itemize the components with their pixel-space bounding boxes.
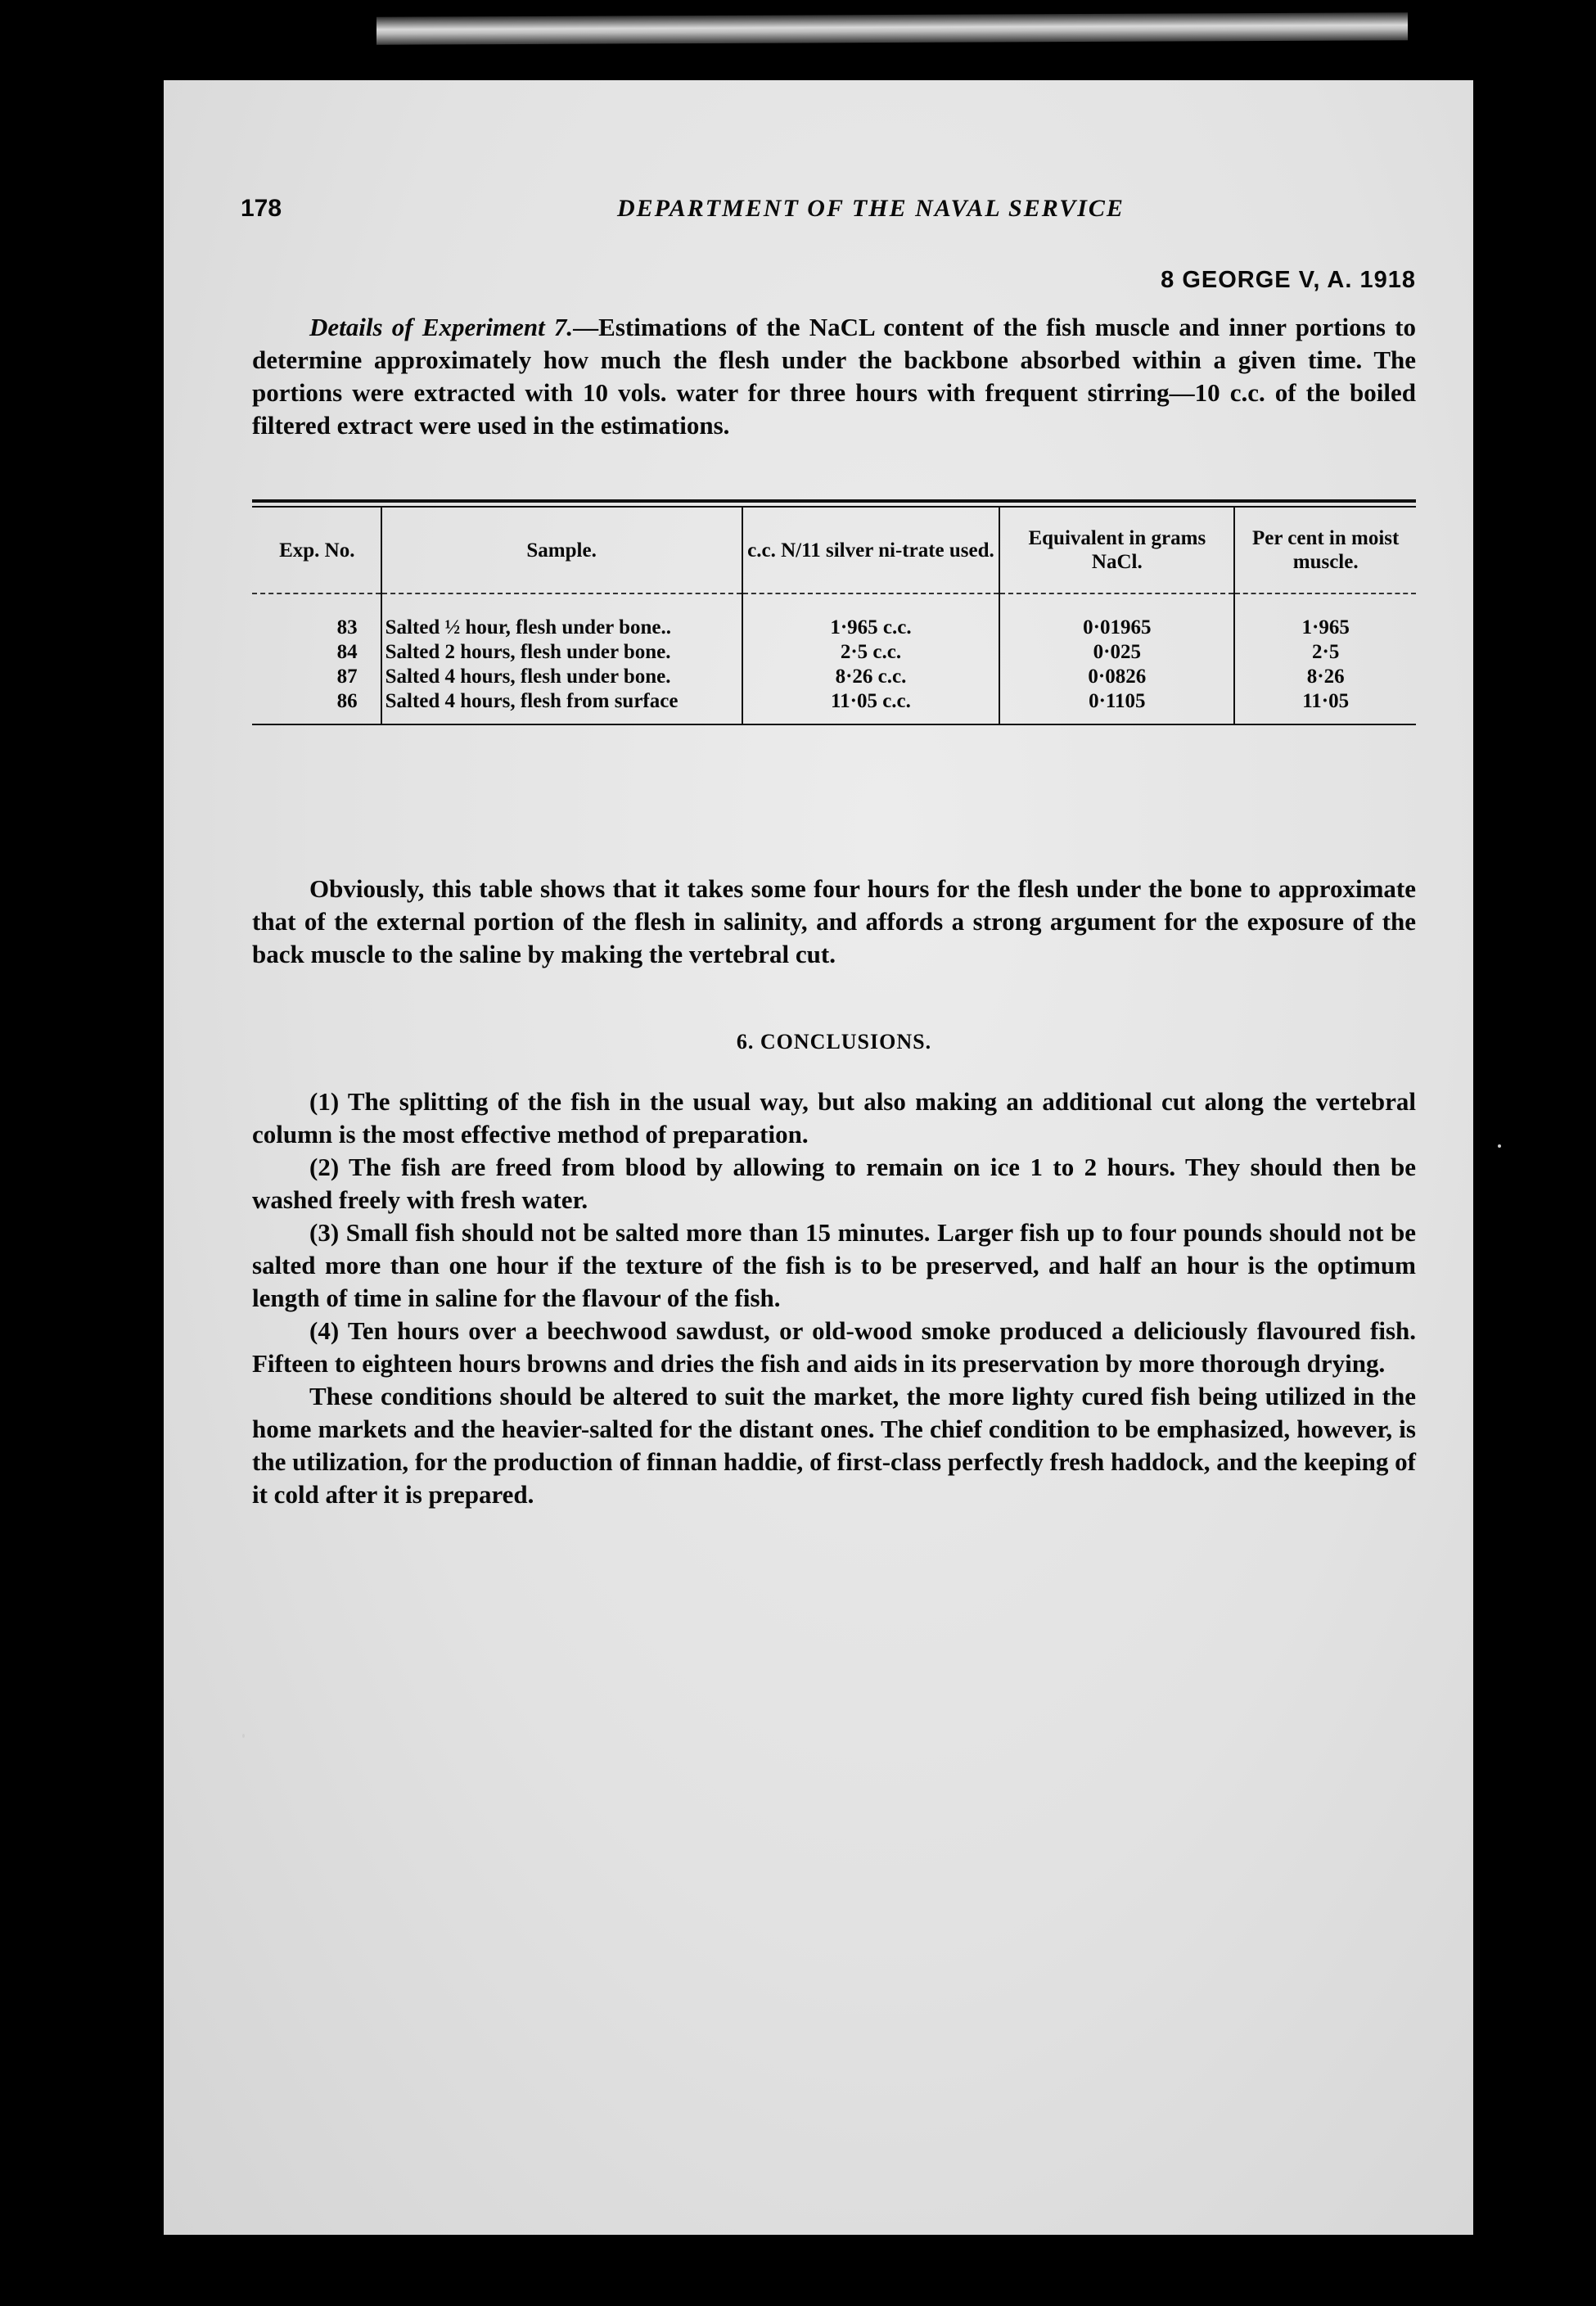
col-sample: Sample. [381,508,742,593]
cell-equivalent: 0·01965 [999,593,1234,640]
cell-percent: 8·26 [1234,665,1416,689]
cell-equivalent: 0·025 [999,640,1234,665]
cell-exp-no: 84 [336,641,358,663]
experiment-caption: Details of Experiment 7. [309,313,574,341]
cell-equivalent: 0·0826 [999,665,1234,689]
cell-cc: 1·965 c.c. [742,593,1000,640]
cell-sample: Salted 4 hours, flesh under bone. [381,665,742,689]
table-header-row [252,508,1416,593]
cell-cc: 11·05 c.c. [742,689,1000,724]
cell-exp-no: 83 [336,616,358,639]
analysis-paragraph: Obviously, this table shows that it takes some four hours for the flesh under the bone to approximate that of the external portion of the flesh in salinity, and affords a strong argument for the exposure of the back muscle to the saline by making the vertebral cut. [252,874,1416,968]
col-percent: Per cent in moist muscle. [1234,508,1416,593]
document-page [164,80,1473,2235]
scan-edge-strip [376,12,1408,44]
running-head: DEPARTMENT OF THE NAVAL SERVICE [617,195,1125,222]
cell-sample: Salted 4 hours, flesh from surface [381,689,742,724]
scan-speck [1498,1144,1501,1148]
cell-percent: 11·05 [1234,689,1416,724]
cell-cc: 8·26 c.c. [742,665,1000,689]
col-exp-no: Exp. No. [252,508,381,593]
table-bottom-rule [252,724,1416,725]
table-row [252,665,1416,689]
intro-paragraph [252,311,1416,442]
closing-paragraph: These conditions should be altered to suit the market, the more lighty cured fish being utilized in the home markets and the heavier-salted for the distant ones. The chief condition to be emphasized, however, is the utilization, for the production of finnan haddie, of first-class perfectly fresh haddock, and the keeping of it cold after it is prepared. [252,1382,1416,1509]
results-table [252,499,1416,725]
section-heading: 6. CONCLUSIONS. [736,1030,932,1054]
conclusion-item: (3) Small fish should not be salted more than 15 minutes. Larger fish up to four pounds should not be salted more than one hour if the texture of the fish is to be preserved, and half an hour is the optimum length of time in saline for the flavour of the fish. [252,1218,1416,1312]
cell-sample: Salted 2 hours, flesh under bone. [381,640,742,665]
page-header [241,195,1419,228]
cell-cc: 2·5 c.c. [742,640,1000,665]
table-row [252,593,1416,640]
col-equivalent: Equivalent in grams NaCl. [999,508,1234,593]
table-grid [252,508,1416,724]
col-cc: c.c. N/11 silver ni-trate used. [742,508,1000,593]
cell-sample: Salted ½ hour, flesh under bone.. [381,593,742,640]
cell-equivalent: 0·1105 [999,689,1234,724]
conclusion-item: (1) The splitting of the fish in the usual way, but also making an additional cut along the vertebral column is the most effective method of preparation. [252,1087,1416,1148]
scan-speck [242,1734,245,1738]
cell-exp-no: 87 [336,666,358,688]
cell-percent: 2·5 [1234,640,1416,665]
conclusions-list [252,1085,1416,1511]
table-row [252,689,1416,724]
session-label: 8 GEORGE V, A. 1918 [1161,267,1416,293]
cell-exp-no: 86 [336,690,358,712]
conclusion-item: (4) Ten hours over a beechwood sawdust, or old-wood smoke produced a deliciously flavoured fish. Fifteen to eighteen hours browns and dries the fish and aids in its preservation by more thorough drying. [252,1316,1416,1378]
intro-text: —Estimations of the NaCL content of the fish muscle and inner portions to determine approximately how much the flesh under the backbone absorbed within a given time. The portions were extracted with 10 vols. water for three hours with frequent stirring—10 c.c. of the boiled filtered extract were used in the estimations. [252,313,1416,440]
conclusion-item: (2) The fish are freed from blood by allowing to remain on ice 1 to 2 hours. They should then be washed freely with fresh water. [252,1153,1416,1214]
page-number: 178 [241,195,282,222]
table-row [252,640,1416,665]
cell-percent: 1·965 [1234,593,1416,640]
